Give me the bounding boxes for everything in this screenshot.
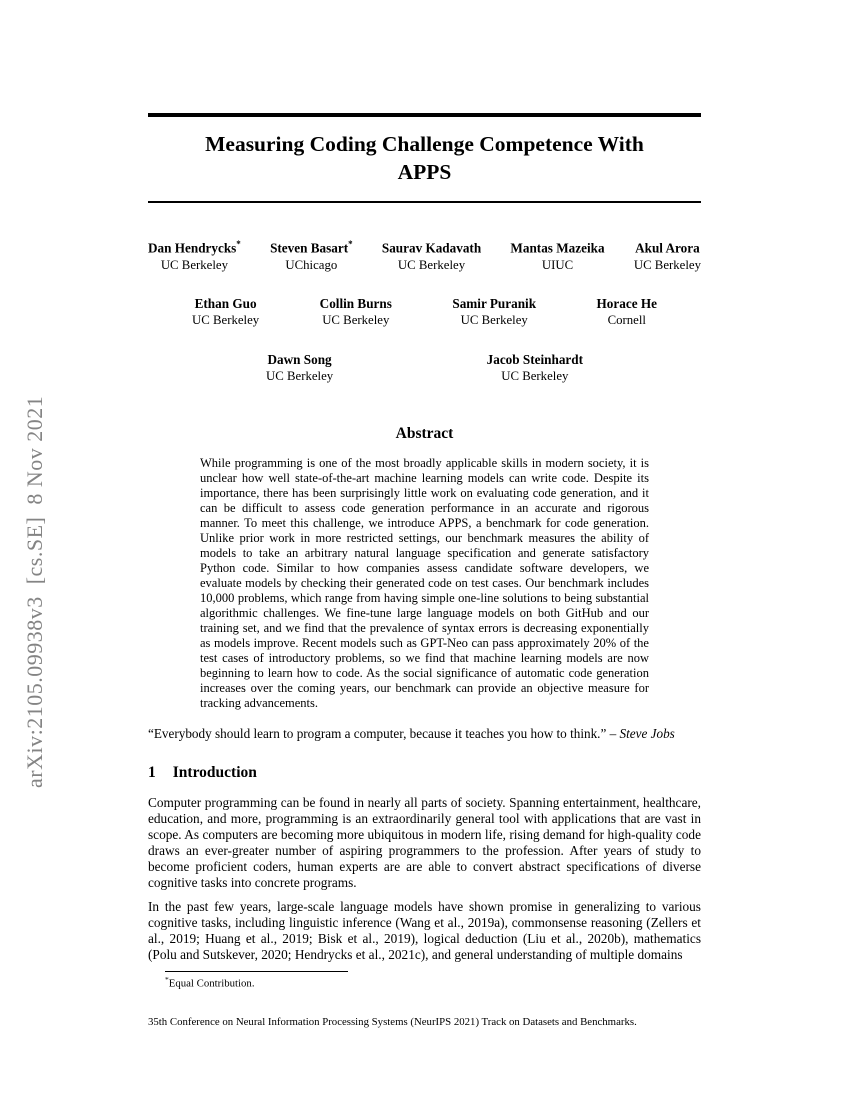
paper-content xyxy=(148,0,701,963)
author-affiliation: UC Berkeley xyxy=(397,257,466,272)
author-block xyxy=(320,296,392,329)
author-block xyxy=(597,296,657,329)
footnote-text xyxy=(165,975,585,990)
footnote-block xyxy=(165,971,585,990)
authors-row-2 xyxy=(148,296,701,329)
author-name-text: Jacob Steinhardt xyxy=(486,351,583,367)
author-name xyxy=(320,296,392,313)
author-block xyxy=(266,352,333,385)
author-name-text: Ethan Guo xyxy=(194,295,257,311)
paper-title-line2: APPS xyxy=(397,159,452,184)
author-name xyxy=(597,296,657,313)
author-name-text: Steven Basart xyxy=(270,240,349,256)
author-name xyxy=(634,239,701,257)
author-name-text: Dawn Song xyxy=(267,351,332,367)
author-affiliation: UC Berkeley xyxy=(266,369,334,384)
author-affiliation: Cornell xyxy=(607,313,646,328)
author-name xyxy=(452,296,536,313)
author-block xyxy=(452,296,536,329)
author-affiliation: UC Berkeley xyxy=(192,313,260,328)
paper-title-line1: Measuring Coding Challenge Competence With xyxy=(205,132,644,156)
author-name-text: Saurav Kadavath xyxy=(381,240,482,256)
author-block xyxy=(382,239,481,273)
author-affiliation: UIUC xyxy=(541,257,574,272)
conference-footer: 35th Conference on Neural Information Processing Systems (NeurIPS 2021) Track on Datasets and Benchmarks. xyxy=(148,1016,637,1028)
quote-attribution: Steve Jobs xyxy=(619,725,675,741)
author-block xyxy=(510,239,604,273)
authors-row-3 xyxy=(148,352,701,385)
footnote-label: Equal Contribution. xyxy=(168,977,255,990)
author-affiliation: UChicago xyxy=(285,257,338,272)
section-heading-introduction xyxy=(148,764,701,782)
author-name xyxy=(510,239,604,257)
intro-paragraph-2: In the past few years, large-scale language models have shown promise in generalizing to various cognitive tasks, including linguistic inference (Wang et al., 2019a), commonsense reasoning (Zellers et al., 2019; Huang et al., 2019; Bisk et al., 2019), logical deduction (Liu et al., 2020b), mathematics (Polu and Sutskever, 2020; Hendrycks et al., 2021c), and general understanding of multiple domains xyxy=(148,898,701,962)
author-block xyxy=(192,296,259,329)
epigraph-quote xyxy=(148,726,701,743)
title-rule-bottom xyxy=(148,201,701,203)
author-marker: * xyxy=(348,238,353,249)
abstract-text: While programming is one of the most broadly applicable skills in modern society, it is unclear how well state-of-the-art machine learning models can write code. Despite its importance, there has been surprisingly little work on evaluating code generation, and it can be difficult to assess code generation performance in an accurate and rigorous manner. To meet this challenge, we introduce APPS, a benchmark for code generation. Unlike prior work in more restricted settings, our benchmark measures the ability of models to take an arbitrary natural language specification and generate satisfactory Python code. Similar to how companies assess candidate software developers, we evaluate models by checking their generated code on test cases. Our benchmark includes 10,000 problems, which range from having simple one-line solutions to being substantial algorithmic challenges. We fine-tune large language models on both GitHub and our training set, and we find that the prevalence of syntax errors is decreasing exponentially as models improve. Recent models such as GPT-Neo can pass approximately 20% of the test cases of introductory problems, so we find that machine learning models are now beginning to learn how to code. As the social significance of automatic code generation increases over the coming years, our benchmark can provide an objective measure for tracking advancements. xyxy=(200,455,649,710)
intro-paragraph-1: Computer programming can be found in nearly all parts of society. Spanning entertainment, healthcare, education, and more, programming is an extraordinarily general tool with applications that are vast in scope. As computers are becoming more ubiquitous in modern life, rising demand for high-quality code draws an ever-greater number of aspiring programmers to the profession. After years of study to become proficient coders, human experts are are able to convert abstract specifications of diverse cognitive tasks into concrete programs. xyxy=(148,795,701,891)
author-block xyxy=(270,239,353,273)
author-block xyxy=(148,239,241,273)
author-name-text: Horace He xyxy=(596,295,657,311)
author-affiliation: UC Berkeley xyxy=(160,257,228,272)
author-name xyxy=(487,352,583,369)
author-name-text: Samir Puranik xyxy=(452,295,537,311)
author-name-text: Mantas Mazeika xyxy=(510,240,605,256)
footnote-marker: * xyxy=(165,975,169,984)
author-affiliation: UC Berkeley xyxy=(501,369,569,384)
author-name-text: Akul Arora xyxy=(635,240,700,256)
author-name xyxy=(266,352,333,369)
abstract-heading: Abstract xyxy=(395,424,454,442)
paper-title xyxy=(148,131,701,186)
authors-row-1 xyxy=(148,239,701,273)
author-name-text: Collin Burns xyxy=(319,295,392,311)
author-name xyxy=(270,239,353,257)
author-affiliation: UC Berkeley xyxy=(460,313,528,328)
author-affiliation: UC Berkeley xyxy=(633,257,701,272)
author-block xyxy=(634,239,701,273)
quote-text: “Everybody should learn to program a computer, because it teaches you how to think.” – xyxy=(148,725,620,741)
title-rule-top xyxy=(148,113,701,117)
author-marker: * xyxy=(236,238,241,249)
author-name xyxy=(382,239,481,257)
section-number: 1 xyxy=(148,764,156,782)
author-name xyxy=(192,296,259,313)
author-name xyxy=(148,239,241,257)
section-title: Introduction xyxy=(172,764,257,782)
footnote-rule xyxy=(165,971,348,972)
author-affiliation: UC Berkeley xyxy=(322,313,390,328)
author-block xyxy=(487,352,583,385)
arxiv-watermark: arXiv:2105.09938v3 [cs.SE] 8 Nov 2021 xyxy=(22,395,47,788)
author-name-text: Dan Hendrycks xyxy=(148,240,237,256)
